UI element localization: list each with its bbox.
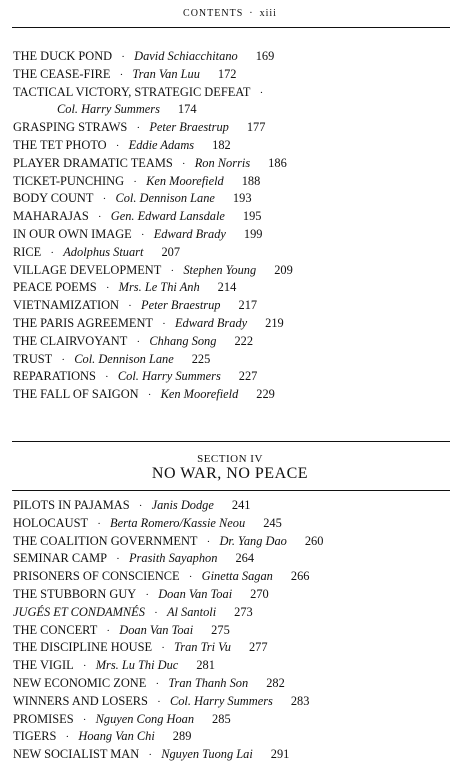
toc-entry (13, 351, 450, 369)
toc-entry (13, 586, 450, 604)
entry-author: Chhang Song (149, 333, 217, 348)
entry-separator-dot: · (145, 588, 150, 601)
entry-title: BODY COUNT (13, 191, 94, 206)
entry-separator-dot: · (82, 660, 87, 673)
entry-page-number: 195 (242, 209, 262, 224)
toc-entry (13, 657, 450, 675)
entry-title: VIETNAMIZATION (13, 298, 119, 313)
toc-entry (13, 190, 450, 208)
entry-page-number: 264 (235, 551, 255, 566)
entry-author: Tran Thanh Son (168, 675, 249, 690)
entry-separator-dot: · (155, 677, 160, 690)
entry-author: Col. Harry Summers (57, 102, 160, 117)
entry-author: Prasith Sayaphon (128, 551, 218, 566)
entry-page-number: 283 (290, 693, 310, 708)
entry-title: REPARATIONS (13, 369, 96, 384)
entry-title: THE TET PHOTO (13, 137, 107, 152)
entry-title: THE DUCK POND (13, 49, 113, 63)
entry-page-number: 177 (246, 120, 266, 135)
entry-author: Dr. Yang Dao (219, 533, 287, 548)
entry-separator-dot: · (119, 68, 124, 81)
entry-author: Doan Van Toai (119, 622, 194, 637)
entry-author: Janis Dodge (151, 498, 214, 512)
toc-entry (13, 746, 450, 764)
entry-separator-dot: · (188, 571, 193, 584)
entry-title: MAHARAJAS (13, 209, 89, 224)
entry-page-number: 281 (196, 658, 215, 673)
entry-author: Col. Harry Summers (117, 369, 221, 384)
entry-page-number: 275 (211, 622, 230, 637)
entry-page-number: 199 (243, 226, 263, 241)
entry-title: WINNERS AND LOSERS (13, 693, 148, 708)
toc-entry (13, 622, 450, 640)
entry-page-number: 222 (234, 333, 254, 348)
header-page-number: xiii (259, 8, 277, 19)
toc-entry (13, 101, 450, 119)
running-header (0, 8, 460, 22)
entry-page-number: 273 (234, 604, 253, 619)
entry-page-number: 219 (265, 315, 284, 330)
entry-title: TACTICAL VICTORY, STRATEGIC DEFEAT (13, 84, 251, 99)
entry-author: Nguyen Tuong Lai (161, 747, 253, 762)
entry-author: Mrs. Lu Thi Duc (95, 658, 179, 673)
entry-separator-dot: · (97, 211, 102, 224)
entry-separator-dot: · (170, 264, 175, 277)
entry-page-number: 172 (217, 66, 237, 81)
entry-author: Ginetta Sagan (201, 569, 273, 584)
contents-list-top (13, 48, 450, 404)
entry-page-number: 282 (266, 675, 285, 690)
entry-author: Col. Dennison Lane (115, 191, 215, 206)
toc-entry (13, 639, 450, 657)
toc-entry (13, 550, 450, 568)
entry-author: Tran Van Luu (132, 66, 200, 81)
entry-page-number: 229 (256, 387, 275, 402)
entry-author: Tran Tri Vu (174, 640, 231, 655)
entry-author: Adolphus Stuart (63, 244, 144, 259)
entry-separator-dot: · (157, 695, 161, 708)
entry-title: VILLAGE DEVELOPMENT (13, 262, 162, 277)
toc-entry (13, 675, 450, 693)
entry-page-number: 209 (274, 262, 293, 277)
toc-entry (13, 333, 450, 351)
entry-title: TIGERS (13, 729, 57, 744)
toc-entry (13, 66, 450, 84)
toc-entry (13, 173, 450, 191)
toc-entry (13, 568, 450, 586)
entry-author: Gen. Edward Lansdale (110, 209, 225, 224)
toc-entry (13, 48, 450, 66)
toc-entry (13, 728, 450, 746)
entry-author: Edward Brady (153, 226, 226, 241)
entry-title: THE CONCERT (13, 622, 98, 637)
entry-title: PEACE POEMS (13, 280, 97, 295)
toc-entry (13, 297, 450, 315)
entry-title: THE FALL OF SAIGON (13, 387, 139, 402)
entry-page-number: 217 (238, 298, 258, 313)
entry-author: Nguyen Cong Hoan (95, 711, 195, 726)
entry-separator-dot: · (61, 353, 66, 366)
entry-author: Ken Moorefield (146, 173, 224, 188)
entry-page-number: 289 (172, 729, 192, 744)
entry-separator-dot: · (105, 371, 109, 384)
entry-separator-dot: · (181, 157, 186, 170)
entry-separator-dot: · (128, 300, 132, 313)
header-rule (12, 27, 450, 28)
entry-title: TRUST (13, 351, 53, 366)
entry-author: Al Santoli (166, 604, 217, 619)
entry-separator-dot: · (65, 731, 70, 744)
entry-author: Col. Dennison Lane (74, 351, 174, 366)
contents-list-bottom (13, 497, 450, 764)
toc-entry (13, 368, 450, 386)
entry-author: Edward Brady (174, 315, 248, 330)
entry-page-number: 174 (177, 102, 197, 117)
entry-title: TICKET-PUNCHING (13, 173, 125, 188)
entry-author: David Schiacchitano (134, 49, 238, 63)
entry-page-number: 266 (290, 569, 310, 584)
entry-separator-dot: · (136, 122, 141, 135)
entry-title: THE VIGIL (13, 658, 74, 673)
entry-page-number: 260 (304, 533, 324, 548)
header-label: CONTENTS (183, 8, 244, 19)
entry-separator-dot: · (121, 51, 125, 63)
entry-separator-dot: · (259, 86, 264, 99)
entry-separator-dot: · (161, 642, 165, 655)
entry-title: SEMINAR CAMP (13, 551, 107, 566)
entry-title: THE STUBBORN GUY (13, 586, 137, 601)
toc-entry (13, 84, 450, 102)
section-rule-top (12, 441, 450, 442)
entry-separator-dot: · (136, 335, 141, 348)
toc-entry (13, 533, 450, 551)
entry-author: Col. Harry Summers (169, 693, 273, 708)
toc-entry (13, 244, 450, 262)
entry-page-number: 193 (232, 191, 252, 206)
entry-author: Doan Van Toai (158, 586, 233, 601)
entry-separator-dot: · (105, 282, 110, 295)
entry-author: Hoang Van Chi (78, 729, 155, 744)
entry-separator-dot: · (147, 389, 152, 402)
entry-separator-dot: · (162, 317, 166, 330)
entry-title: NEW SOCIALIST MAN (13, 747, 140, 762)
entry-title: PROMISES (13, 711, 74, 726)
entry-title: PRISONERS OF CONSCIENCE (13, 569, 180, 584)
entry-separator-dot: · (97, 517, 101, 530)
toc-entry (13, 119, 450, 137)
entry-separator-dot: · (50, 246, 55, 259)
entry-separator-dot: · (116, 553, 120, 566)
entry-page-number: 186 (268, 155, 287, 170)
toc-entry (13, 137, 450, 155)
entry-separator-dot: · (115, 139, 120, 152)
entry-author: Peter Braestrup (149, 120, 229, 135)
entry-separator-dot: · (138, 500, 143, 512)
entry-page-number: 207 (161, 244, 181, 259)
entry-page-number: 225 (191, 351, 211, 366)
entry-title: NEW ECONOMIC ZONE (13, 675, 147, 690)
toc-entry (13, 315, 450, 333)
toc-entry (13, 386, 450, 404)
entry-separator-dot: · (140, 228, 145, 241)
entry-title: JUGÉS ET CONDAMNÉS (13, 604, 145, 619)
entry-separator-dot: · (106, 624, 111, 637)
entry-author: Peter Braestrup (141, 298, 221, 313)
toc-entry (13, 155, 450, 173)
entry-page-number: 270 (250, 586, 269, 601)
entry-author: Berta Romero/Kassie Neou (110, 515, 246, 530)
entry-author: Ron Norris (194, 155, 251, 170)
toc-entry (13, 711, 450, 729)
entry-title: PLAYER DRAMATIC TEAMS (13, 155, 173, 170)
entry-page-number: 169 (255, 49, 275, 63)
entry-page-number: 214 (217, 280, 237, 295)
entry-separator-dot: · (102, 193, 107, 206)
toc-entry (13, 279, 450, 297)
section-label: SECTION IV (197, 453, 263, 465)
toc-entry (13, 226, 450, 244)
toc-entry (13, 515, 450, 533)
entry-title: IN OUR OWN IMAGE (13, 226, 132, 241)
entry-title: THE COALITION GOVERNMENT (13, 533, 198, 548)
entry-separator-dot: · (148, 749, 153, 762)
entry-title: THE DISCIPLINE HOUSE (13, 640, 153, 655)
section-rule-bottom (12, 490, 450, 491)
entry-separator-dot: · (206, 535, 211, 548)
entry-separator-dot: · (154, 606, 158, 619)
entry-title: GRASPING STRAWS (13, 120, 128, 135)
entry-title: RICE (13, 244, 42, 259)
entry-page-number: 291 (270, 747, 290, 762)
entry-page-number: 227 (238, 369, 258, 384)
toc-entry (13, 693, 450, 711)
toc-entry (13, 262, 450, 280)
entry-author: Ken Moorefield (160, 387, 239, 402)
entry-page-number: 188 (241, 173, 261, 188)
entry-separator-dot: · (133, 175, 137, 188)
entry-author: Eddie Adams (128, 137, 195, 152)
entry-title: THE CEASE-FIRE (13, 66, 111, 81)
entry-page-number: 245 (263, 515, 282, 530)
entry-separator-dot: · (82, 713, 87, 726)
entry-author: Stephen Young (183, 262, 257, 277)
entry-author: Mrs. Le Thi Anh (118, 280, 200, 295)
entry-page-number: 241 (231, 498, 251, 512)
entry-title: THE PARIS AGREEMENT (13, 315, 153, 330)
entry-page-number: 285 (212, 711, 231, 726)
entry-title: HOLOCAUST (13, 515, 89, 530)
header-separator: · (249, 8, 254, 19)
entry-title: PILOTS IN PAJAMAS (13, 498, 130, 512)
entry-page-number: 277 (248, 640, 268, 655)
toc-entry (13, 208, 450, 226)
entry-page-number: 182 (212, 137, 231, 152)
toc-entry (13, 604, 450, 622)
section-title: NO WAR, NO PEACE (151, 465, 309, 482)
entry-title: THE CLAIRVOYANT (13, 333, 128, 348)
toc-entry (13, 497, 450, 515)
